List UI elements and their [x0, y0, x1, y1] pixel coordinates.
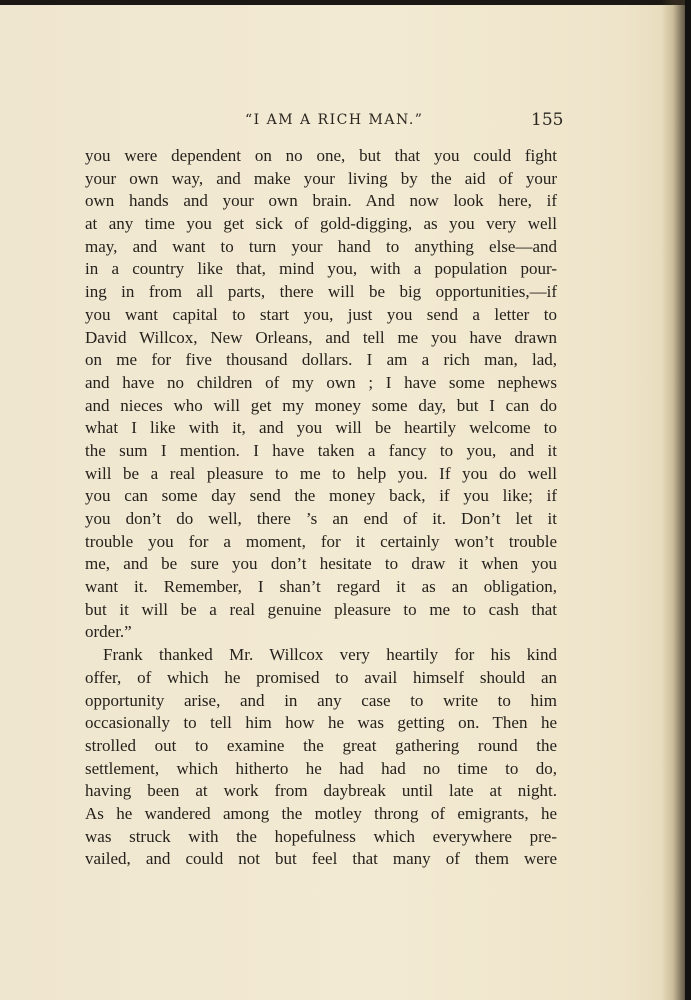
text-line: opportunity arise, and in any case to write to him [85, 690, 557, 710]
text-line: and nieces who will get my money some day, but I can do [85, 395, 557, 415]
text-line: your own way, and make your living by the aid of your [85, 168, 557, 188]
text-line: vailed, and could not but feel that many of them were [85, 849, 557, 869]
text-line: was struck with the hopefulness which everywhere pre- [85, 826, 557, 846]
text-line: David Willcox, New Orleans, and tell me you have drawn [85, 327, 557, 347]
body-text [85, 145, 557, 871]
text-line: at any time you get sick of gold-digging, as you very well [85, 214, 557, 234]
text-line: As he wandered among the motley throng of emigrants, he [85, 803, 557, 823]
text-line: you want capital to start you, just you send a letter to [85, 304, 557, 324]
text-line: will be a real pleasure to me to help you. If you do well [85, 463, 557, 483]
text-line: you were dependent on no one, but that you could fight [85, 146, 557, 165]
text-line: in a country like that, mind you, with a population pour- [85, 259, 557, 279]
text-line: having been at work from daybreak until late at night. [85, 781, 557, 801]
text-line: you can some day send the money back, if you like; if [85, 486, 557, 506]
text-line: offer, of which he promised to avail himself should an [85, 667, 557, 687]
text-line: what I like with it, and you will be heartily welcome to [85, 418, 557, 438]
text-line: but it will be a real genuine pleasure to me to cash that [85, 599, 557, 619]
text-line: settlement, which hitherto he had had no time to do, [85, 758, 557, 778]
text-line: may, and want to turn your hand to anything else—and [85, 236, 557, 256]
page-number: 155 [531, 110, 564, 130]
text-line: and have no children of my own ; I have some nephews [85, 372, 557, 392]
text-line: trouble you for a moment, for it certainly won’t trouble [85, 531, 557, 551]
text-line: own hands and your own brain. And now look here, if [85, 191, 557, 211]
text-line: strolled out to examine the great gathering round the [85, 735, 557, 755]
page-top-edge [0, 0, 691, 5]
paragraph-start-line: Frank thanked Mr. Willcox very heartily for his kind [103, 645, 557, 665]
text-line: want it. Remember, I shan’t regard it as an obligation, [85, 577, 557, 597]
text-line: me, and be sure you don’t hesitate to draw it when you [85, 554, 557, 574]
running-title: “I AM A RICH MAN.” [245, 112, 424, 128]
text-line: on me for five thousand dollars. I am a rich man, lad, [85, 350, 557, 370]
text-line: you don’t do well, there ’s an end of it. Don’t let it [85, 509, 557, 528]
text-line: occasionally to tell him how he was getting on. Then he [85, 713, 557, 733]
spine-edge [685, 0, 691, 1000]
paragraph-end-line: order.” [85, 622, 132, 642]
text-line: ing in from all parts, there will be big opportunities,—if [85, 282, 557, 302]
text-line: the sum I mention. I have taken a fancy to you, and it [85, 440, 557, 460]
